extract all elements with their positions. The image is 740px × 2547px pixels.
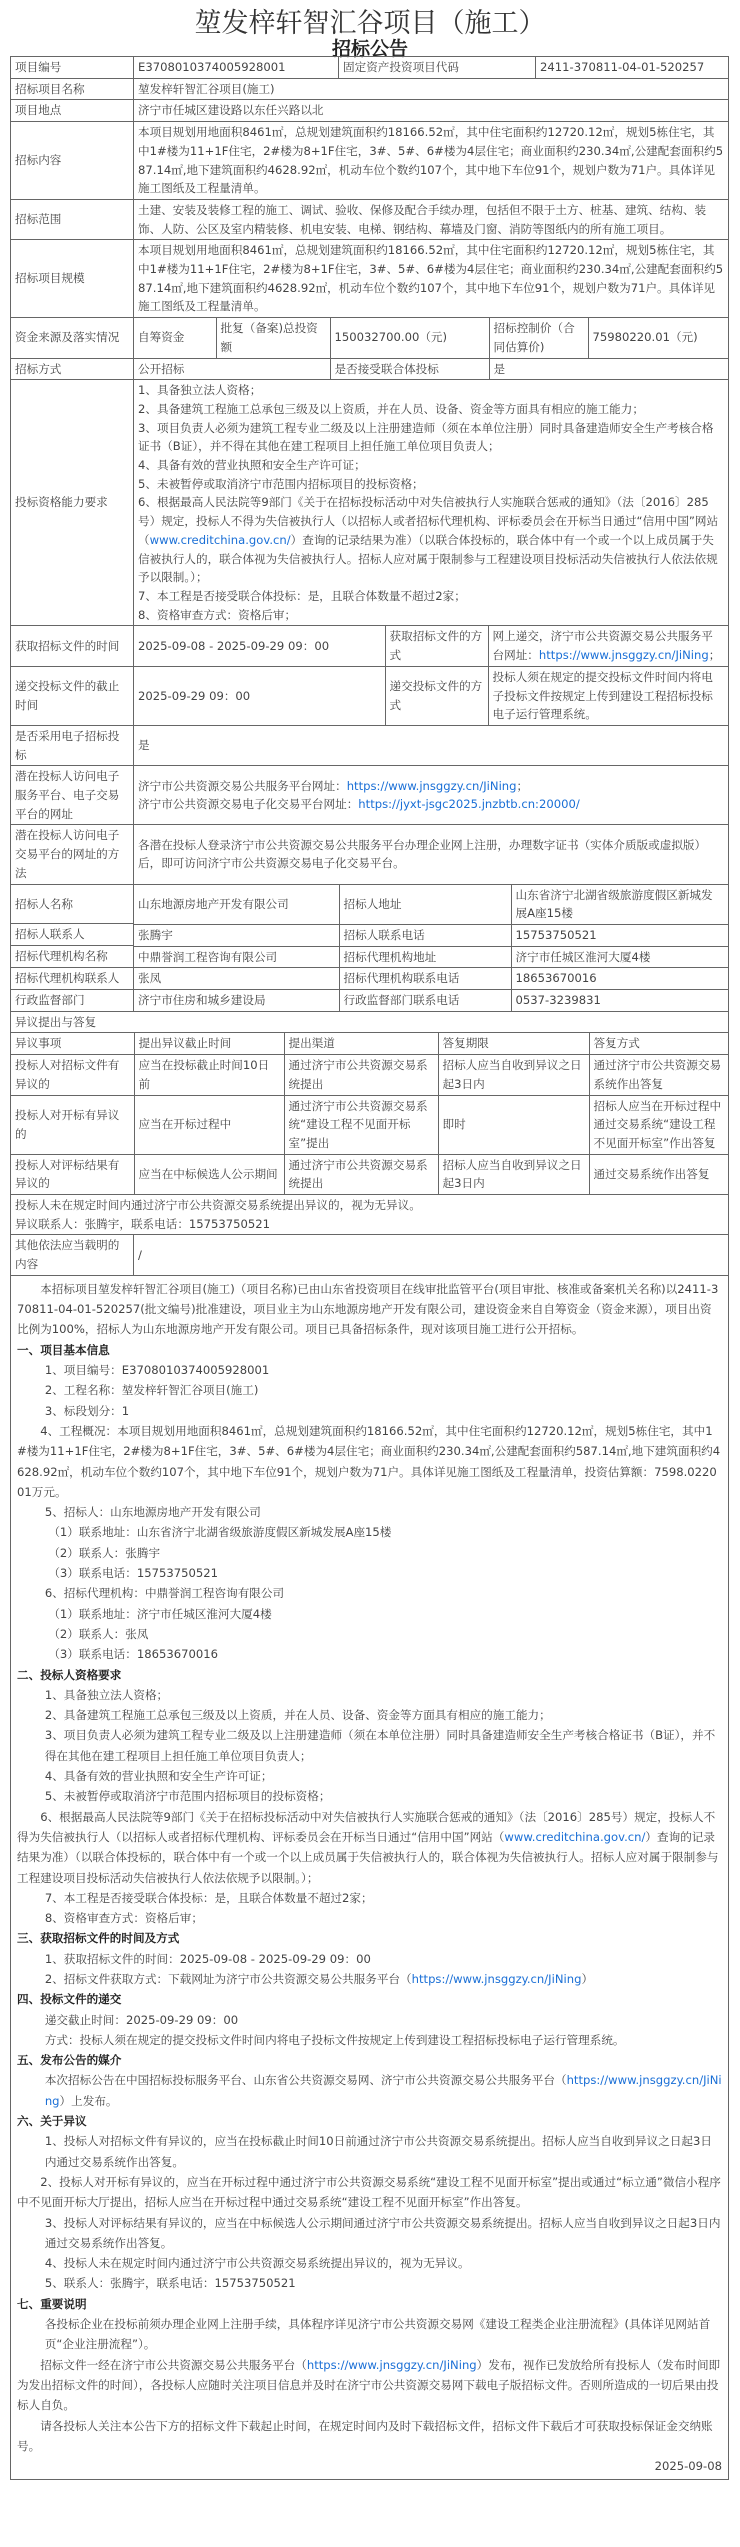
announcement-table	[10, 56, 729, 2480]
value: 是	[134, 725, 729, 765]
cell: 招标人应当在开标过程中通过交易系统“建设工程不见面开标室”作出答复	[589, 1095, 728, 1154]
label: 投标资格能力要求	[11, 380, 134, 626]
value: 中鼎誉润工程咨询有限公司	[134, 946, 339, 968]
row-electronic	[11, 725, 729, 765]
value: 是	[493, 361, 506, 376]
cell: 应当在开标过程中	[134, 1095, 284, 1154]
cell: 通过济宁市公共资源交易系统提出	[284, 1154, 438, 1194]
section-heading: 二、投标人资格要求	[17, 1667, 122, 1682]
label: 招标人地址	[339, 885, 511, 925]
label: 行政监督部门联系电话	[339, 990, 511, 1011]
table-row	[11, 1154, 728, 1194]
label: 固定资产投资项目代码	[339, 57, 536, 79]
header-cell: 提出异议截止时间	[134, 1033, 284, 1054]
value: 本项目规划用地面积8461㎡，总规划建筑面积约18166.52㎡，其中住宅面积约12720.12㎡，规划5栋住宅，其中1#楼为11+1F住宅，2#楼为8+1F住宅，3#、5#、6#楼为4层住宅；商业面积约230.34㎡,公建配套面积约587.14㎡,地下建筑面积约4628.92㎡，机动车位个数约107个，其中地下车位91个，规划户数为71户。具体详见施工图纸及工程量清单。	[134, 122, 729, 200]
row-deadline	[11, 666, 729, 725]
deadline-inner	[134, 666, 729, 725]
header-cell: 答复期限	[438, 1033, 589, 1054]
label: 招标代理机构联系电话	[339, 968, 511, 990]
acquire-inner	[134, 626, 729, 666]
row-location	[11, 100, 729, 122]
row-acquire	[11, 626, 729, 666]
objection-table	[11, 1033, 729, 1195]
list-item: 4、具备有效的营业执照和安全生产许可证；	[138, 458, 366, 473]
table-row	[11, 1055, 728, 1095]
funding-inner	[134, 318, 729, 358]
row-name	[11, 78, 729, 100]
cell: 投标人对评标结果有异议的	[11, 1154, 134, 1194]
jnsggzy-link[interactable]: https://www.jnsggzy.cn/JiNing	[411, 1971, 582, 1986]
cell: 通过济宁市公共资源交易系统提出	[284, 1055, 438, 1095]
qualification-list	[134, 380, 729, 626]
list-item: 8、资格审查方式：资格后审；	[138, 607, 297, 622]
section-heading: 七、重要说明	[17, 2296, 87, 2311]
value: 2025-09-08 - 2025-09-29 09：00	[134, 626, 385, 665]
row-tenderer	[11, 884, 729, 1011]
label: 潜在投标人访问电子服务平台、电子交易平台的网址	[11, 766, 134, 825]
label: 项目地点	[11, 100, 134, 122]
header-cell: 提出渠道	[284, 1033, 438, 1054]
label: 其他依法应当载明的内容	[11, 1235, 134, 1275]
section-heading: 五、发布公告的媒介	[17, 2053, 122, 2068]
objection-note: 投标人未在规定时间内通过济宁市公共资源交易系统提出异议的，视为无异议。 异议联系人：张腾宇，联系电话：15753750521	[11, 1195, 729, 1235]
row-scale	[11, 240, 729, 318]
cell: 投标人对开标有异议的	[11, 1095, 134, 1154]
label: 项目编号	[11, 57, 134, 79]
label: 招标人联系电话	[339, 924, 511, 946]
section-heading: 四、投标文件的递交	[17, 1992, 122, 2007]
value: 济宁市公共资源交易公共服务平台网址：https://www.jnsggzy.cn/JiNing； 济宁市公共资源交易电子化交易平台网址：https://jyxt-jsgc2025.jnzbtb.cn:20000/	[134, 766, 729, 825]
value: 150032700.00（元)	[330, 318, 489, 357]
cell: 投标人对招标文件有异议的	[11, 1055, 134, 1095]
value: 2411-370811-04-01-520257	[536, 57, 729, 79]
value: 堃发梓轩智汇谷项目(施工)	[134, 78, 729, 100]
row-method	[11, 358, 729, 380]
method-inner	[134, 358, 729, 380]
row-body	[11, 1275, 729, 2480]
value: 山东省济宁北湖省级旅游度假区新城发展A座15楼	[511, 885, 728, 925]
row-qualification	[11, 380, 729, 626]
cell: 通过济宁市公共资源交易系统作出答复	[589, 1055, 728, 1095]
label: 招标人名称	[11, 885, 133, 925]
trading-platform-link[interactable]: https://jyxt-jsgc2025.jnzbtb.cn:20000/	[358, 797, 580, 812]
label: 招标方式	[11, 358, 134, 380]
label: 招标代理机构名称	[11, 946, 133, 968]
row-content	[11, 122, 729, 200]
value: 山东地源房地产开发有限公司	[134, 885, 339, 925]
section-heading: 一、项目基本信息	[17, 1342, 110, 1357]
value: 75980220.01（元)	[592, 330, 698, 345]
page-title: 堃发梓轩智汇谷项目（施工）	[194, 8, 546, 39]
label: 招标范围	[11, 199, 134, 239]
label: 招标代理机构联系人	[11, 968, 133, 990]
row-access	[11, 825, 729, 884]
value: 土建、安装及装修工程的施工、调试、验收、保修及配合手续办理，包括但不限于土方、桩基、建筑、结构、装饰、人防、公区及室内精装修、机电安装、电梯、钢结构、幕墙及门窗、消防等图纸内的所有施工项目。	[134, 199, 729, 239]
value: E3708010374005928001	[134, 57, 339, 79]
creditchina-link[interactable]: www.creditchina.gov.cn/	[504, 1829, 646, 1844]
list-item: 6、根据最高人民法院等9部门《关于在招标投标活动中对失信被执行人实施联合惩戒的通知》（法〔2016〕285号）规定，投标人不得为失信被执行人（以招标人或者招标代理机构、评标委员会在开标当日通过“信用中国”网站（www.creditchina.gov.cn/）查询的记录结果为准）（以联合体投标的，联合体中有一个或一个以上成员属于失信被执行人的，联合体视为失信被执行人。招标人应对属于限制参与工程建设项目投标活动失信被执行人依法依规予以限制。）；	[138, 495, 719, 585]
label: 是否采用电子招标投标	[11, 725, 134, 765]
label: 招标控制价（合同估算价)	[489, 318, 588, 357]
intro-paragraph: 本招标项目堃发梓轩智汇谷项目(施工)（项目名称)已由山东省投资项目在线审批监管平台(项目审批、核准或备案机关名称)以2411-370811-04-01-520257(批文编号)批准建设，项目业主为山东地源房地产开发有限公司，建设资金来自自筹资金（资金来源），项目出资比例为100%，招标人为山东地源房地产开发有限公司。项目已具备招标条件，现对该项目施工进行公开招标。	[17, 1281, 719, 1337]
label: 招标内容	[11, 122, 134, 200]
announcement-body: 本招标项目堃发梓轩智汇谷项目(施工)（项目名称)已由山东省投资项目在线审批监管平台(项目审批、核准或备案机关名称)以2411-370811-04-01-520257(批文编号)批准建设，项目业主为山东地源房地产开发有限公司，建设资金来自自筹资金（资金来源），项目出资比例为100%，招标人为山东地源房地产开发有限公司。项目已具备招标条件，现对该项目施工进行公开招标。 一、项目基本信息 1、项目编号：E3708010374005928001 2、工程名称：堃发梓轩智汇谷项目(施工) 3、标段划分：1 4、工程概况：本项目规划用地面积8461㎡，总规划建筑面积约18166.52㎡，其中住宅面积约12720.12㎡，规划5栋住宅，其中1#楼为11+1F住宅，2#楼为8+1F住宅，3#、5#、6#楼为4层住宅；商业面积约230.34㎡,公建配套面积约587.14㎡,地下建筑面积约4628.92㎡，机动车位个数约107个，其中地下车位91个，规划户数为71户。具体详见施工图纸及工程量清单，投资估算额：7598.022001万元。 5、招标人：山东地源房地产开发有限公司 （1）联系地址：山东省济宁北湖省级旅游度假区新城发展A座15楼 （2）联系人：张腾宇 （3）联系电话：15753750521 6、招标代理机构：中鼎誉润工程咨询有限公司 （1）联系地址：济宁市任城区淮河大厦4楼 （2）联系人：张凤 （3）联系电话：18653670016 二、投标人资格要求 1、具备独立法人资格； 2、具备建筑工程施工总承包三级及以上资质，并在人员、设备、资金等方面具有相应的施工能力； 3、项目负责人必须为建筑工程专业二级及以上注册建造师（须在本单位注册）同时具备建造师安全生产考核合格证书（B证），并不得在其他在建工程项目上担任施工单位项目负责人； 4、具备有效的营业执照和安全生产许可证； 5、未被暂停或取消济宁市范围内招标项目的投标资格； 6、根据最高人民法院等9部门《关于在招标投标活动中对失信被执行人实施联合惩戒的通知》（法〔2016〕285号）规定，投标人不得为失信被执行人（以招标人或者招标代理机构、评标委员会在开标当日通过“信用中国”网站（www.creditchina.gov.cn/）查询的记录结果为准）（以联合体投标的，联合体中有一个或一个以上成员属于失信被执行人的，联合体视为失信被执行人。招标人应对属于限制参与工程建设项目投标活动失信被执行人依法依规予以限制。）； 7、本工程是否接受联合体投标：是，且联合体数量不超过2家； 8、资格审查方式：资格后审； 三、获取招标文件的时间及方式 1、获取招标文件的时间：2025-09-08 - 2025-09-29 09：00 2、招标文件获取方式：下载网址为济宁市公共资源交易公共服务平台（https://www.jnsggzy.cn/JiNing） 四、投标文件的递交 递交截止时间：2025-09-29 09：00 方式：投标人须在规定的提交投标文件时间内将电子投标文件按规定上传到建设工程招标投标电子运行管理系统。 五、发布公告的媒介 本次招标公告在中国招标投标服务平台、山东省公共资源交易网、济宁市公共资源交易公共服务平台（https://www.jnsggzy.cn/JiNing）上发布。 六、关于异议 1、投标人对招标文件有异议的，应当在投标截止时间10日前通过济宁市公共资源交易系统提出。招标人应当自收到异议之日起3日内通过交易系统作出答复。 2、投标人对开标有异议的，应当在开标过程中通过济宁市公共资源交易系统“建设工程不见面开标室”提出或通过“标立通”微信小程序中不见面开标大厅提出，招标人应当在开标过程中通过交易系统“建设工程不见面开标室”作出答复。 3、投标人对评标结果有异议的，应当在中标候选人公示期间通过济宁市公共资源交易系统提出。招标人应当自收到异议之日起3日内通过交易系统作出答复。 4、投标人未在规定时间内通过济宁市公共资源交易系统提出异议的，视为无异议。 5、联系人：张腾宇，联系电话：15753750521 七、重要说明 各投标企业在投标前须办理企业网上注册手续，具体程序详见济宁市公共资源交易网《建设工程类企业注册流程》(具体详见网站首页“企业注册流程”）。 招标文件一经在济宁市公共资源交易公共服务平台（https://www.jnsggzy.cn/JiNing）发布，视作已发放给所有投标人（发布时间即为发出招标文件的时间），各投标人应随时关注项目信息并及时在济宁市公共资源交易网下载电子版招标文件。否则所造成的一切后果由投标人自负。 请各投标人关注本公告下方的招标文件下载起止时间，在规定时间内及时下载招标文件，招标文件下载后才可获取投标保证金交纳账号。 2025-09-08	[11, 1275, 729, 2480]
jnsggzy-link[interactable]: https://www.jnsggzy.cn/JiNing	[346, 778, 517, 793]
label: 招标项目名称	[11, 78, 134, 100]
value: 2025-09-29 09：00	[134, 667, 385, 725]
header-cell: 异议事项	[11, 1033, 134, 1054]
label: 获取招标文件的方式	[385, 626, 488, 665]
label: 行政监督部门	[15, 992, 85, 1007]
section-heading: 六、关于异议	[17, 2114, 87, 2129]
row-project-no	[11, 57, 729, 79]
value: 济宁市任城区淮河大厦4楼	[511, 946, 728, 968]
value: 投标人须在规定的提交投标文件时间内将电子投标文件按规定上传到建设工程招标投标电子运行管理系统。	[492, 669, 713, 722]
tenderer-inner	[134, 884, 729, 1011]
row-funding	[11, 318, 729, 358]
list-item: 2、具备建筑工程施工总承包三级及以上资质，并在人员、设备、资金等方面具有相应的施工能力；	[138, 401, 644, 416]
list-item: 3、项目负责人必须为建筑工程专业二级及以上注册建造师（须在本单位注册）同时具备建造师安全生产考核合格证书（B证），并不得在其他在建工程项目上担任施工单位项目负责人；	[138, 420, 714, 454]
row-objection-title	[11, 1011, 729, 1033]
value: 0537-3239831	[515, 993, 601, 1008]
value: 网上递交，济宁市公共资源交易公共服务平台网址：https://www.jnsggzy.cn/JiNing；	[492, 629, 721, 663]
list-item: 5、未被暂停或取消济宁市范围内招标项目的投标资格；	[138, 476, 424, 491]
objection-title: 异议提出与答复	[11, 1011, 729, 1033]
value: 15753750521	[511, 924, 728, 946]
cell: 通过交易系统作出答复	[593, 1167, 710, 1182]
value: 公开招标	[134, 359, 330, 380]
value: 济宁市任城区建设路以东任兴路以北	[134, 100, 729, 122]
list-item: 7、本工程是否接受联合体投标：是，且联合体数量不超过2家；	[138, 588, 466, 603]
value: 济宁市住房和城乡建设局	[134, 990, 339, 1011]
row-objection	[11, 1033, 729, 1195]
label	[11, 884, 134, 1011]
creditchina-link[interactable]: www.creditchina.gov.cn/	[149, 532, 291, 547]
label: 招标代理机构地址	[339, 946, 511, 968]
cell: 招标人应当自收到异议之日起3日内	[438, 1154, 589, 1194]
label: 递交投标文件的方式	[385, 667, 488, 725]
label: 批复（备案)总投资额	[216, 318, 330, 357]
header-cell: 答复方式	[589, 1033, 728, 1054]
value: 自筹资金	[134, 318, 216, 357]
section-heading: 三、获取招标文件的时间及方式	[17, 1931, 180, 1946]
value: 18653670016	[511, 968, 728, 990]
cell: 应当在中标候选人公示期间	[134, 1154, 284, 1194]
label: 招标人联系人	[11, 924, 133, 946]
jnsggzy-link[interactable]: https://www.jnsggzy.cn/JiNing	[306, 2357, 477, 2372]
cell: 应当在投标截止时间10日前	[134, 1055, 284, 1095]
publish-date: 2025-09-08	[654, 2459, 722, 2474]
value: 各潜在投标人登录济宁市公共资源交易公共服务平台办理企业网上注册，办理数字证书（实体介质版或虚拟版）后，即可访问济宁市公共资源交易电子化交易平台。	[134, 825, 729, 884]
label: 是否接受联合体投标	[330, 359, 489, 380]
list-item: 1、具备独立法人资格；	[138, 383, 262, 398]
row-objection-note	[11, 1195, 729, 1235]
cell: 即时	[438, 1095, 589, 1154]
value: 本项目规划用地面积8461㎡，总规划建筑面积约18166.52㎡，其中住宅面积约12720.12㎡，规划5栋住宅，其中1#楼为11+1F住宅，2#楼为8+1F住宅，3#、5#、6#楼为4层住宅；商业面积约230.34㎡,公建配套面积约587.14㎡,地下建筑面积约4628.92㎡，机动车位个数约107个，其中地下车位91个，规划户数为71户。具体详见施工图纸及工程量清单。	[134, 240, 729, 318]
page-subtitle: 招标公告	[331, 38, 408, 60]
row-platform	[11, 766, 729, 825]
cell: 招标人应当自收到异议之日起3日内	[438, 1055, 589, 1095]
jnsggzy-link[interactable]: https://www.jnsggzy.cn/JiNing	[44, 2073, 722, 2108]
jnsggzy-link[interactable]: https://www.jnsggzy.cn/JiNing	[538, 648, 709, 663]
label: 资金来源及落实情况	[11, 318, 134, 358]
label: 潜在投标人访问电子交易平台的网址的方法	[11, 825, 134, 884]
row-scope	[11, 199, 729, 239]
row-other	[11, 1235, 729, 1275]
table-row	[11, 1095, 728, 1154]
cell: 通过济宁市公共资源交易系统“建设工程不见面开标室”提出	[284, 1095, 438, 1154]
label: 递交投标文件的截止时间	[11, 666, 134, 725]
value: 张腾宇	[134, 924, 339, 946]
label: 获取招标文件的时间	[11, 626, 134, 666]
label: 招标项目规模	[11, 240, 134, 318]
value: 张凤	[134, 968, 339, 990]
value: /	[134, 1235, 729, 1275]
objection-header	[11, 1033, 728, 1054]
